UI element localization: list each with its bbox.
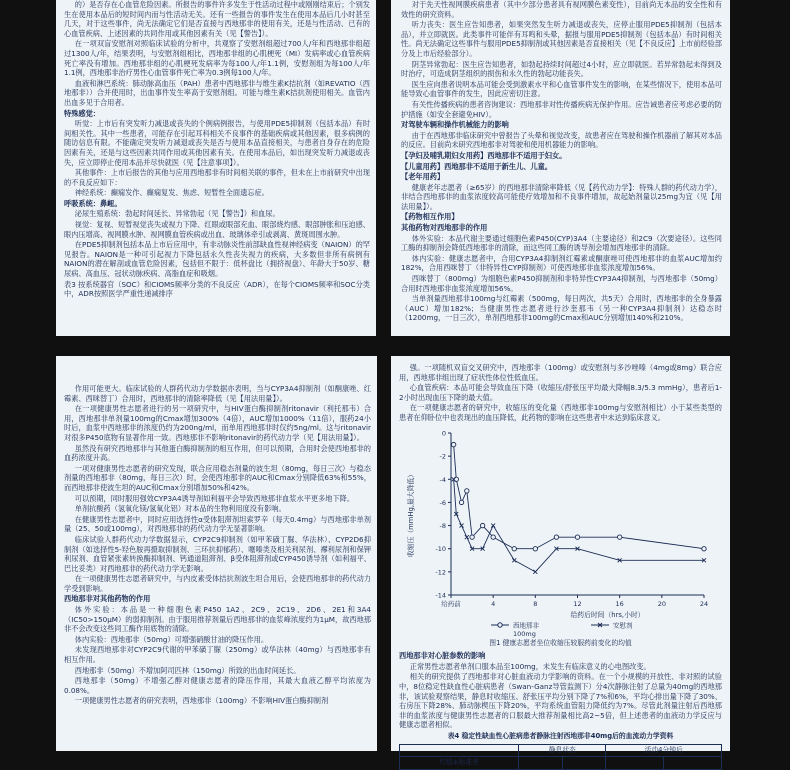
table-cell: [562, 757, 606, 770]
paragraph: 体外实验：本品代谢主要通过细胞色素P450(CYP)3A4（主要途径）和2C9（次要途径）。这些同工酶的抑制剂会降低西地那非的清除，而这些同工酶的诱导剂会增加西地那非的清除。: [401, 233, 722, 253]
page-top-right: [391, 0, 730, 336]
x-tick-label: 12: [573, 599, 582, 608]
data-point: [533, 569, 537, 573]
paragraph: 可以预期，同时服用强效CYP3A4诱导剂如利福平会导致西地那非血浆水平更多地下降。: [74, 493, 355, 503]
data-point: [465, 488, 469, 492]
x-axis-label: 给药后时间（hrs,小时）: [570, 610, 645, 619]
paragraph: 在一项健康男性志愿者进行的另一项研究中，与HIV蛋白酶抑制剂ritonavir（利托那韦）合用，西地那非单剂量100mg的Cmax增加300%（4倍），AUC增加1000%（11倍），服药24小时后，血浆中西地那非的浓度仍约为200ng/ml，而单用西地那非时仅约5ng/ml。这与ritonavir对很多P450底物有显著作用一致。西地那非不影响ritonavir的药代动力学（见【用法用量】）。: [64, 404, 371, 442]
legend-label: 安慰剂: [613, 621, 633, 630]
y-tick-label: -8: [439, 521, 446, 530]
legend-label: 西地那非: [513, 621, 539, 630]
page-top-left: [56, 0, 376, 336]
table-cell: [519, 757, 563, 770]
paragraph: 【儿童用药】西地那非不适用于新生儿、儿童。: [401, 161, 552, 171]
data-point: [480, 523, 484, 527]
table-header-exercise: 活动4分钟后: [606, 744, 722, 757]
paragraph: 西地那非对心脏参数的影响: [399, 651, 486, 661]
paragraph: 视觉：复视、短暂视觉丧失或视力下降、红眼或眼部充血、眼部烧灼感、眼部肿胀和压迫感、眼内压增高、视网膜水肿、视网膜血管疾病或出血、玻璃体牵引或剥离、黄斑周围水肿。: [64, 220, 370, 239]
x-tick-label: 16: [615, 599, 624, 608]
paragraph: 强。一项随机双盲交叉研究中，西地那非（100mg）或安慰剂与多沙唑嗪（4mg或8mg）联合应用，西地那非组出现了症状性体位性低血压。: [399, 363, 722, 382]
text-column: [399, 363, 722, 423]
x-tick-label: 24: [699, 599, 709, 608]
paragraph: 在一项健康男性志愿者研究中，与内皮素受体拮抗剂波生坦合用后，会使西地那非的药代动力学受到影响。: [64, 574, 371, 593]
paragraph: 医生应向患者说明本品可能会受到激素水平和心血管事件发生的影响，在某些情况下，使用本品可能导致心血管事件的发生，因此应密切注意。: [401, 79, 722, 99]
text-column: [401, 0, 722, 323]
data-point: [465, 535, 469, 539]
paragraph: 体内实验：健康志愿者中，合用CYP3A4抑制剂红霉素或酮康唑可使西地那非的血浆AUC增加约182%，合用西咪替丁（非特异性CYP抑制剂）可使西地那非血浆浓度增加56%。: [401, 253, 722, 273]
text-column: [399, 651, 722, 730]
table-header-resting: 静息状态: [519, 744, 606, 757]
page-bottom-left: [56, 356, 377, 751]
x-tick-label: 20: [657, 599, 666, 608]
paragraph: 在一项双盲安慰剂对照临床试验的分析中，共观察了安慰剂组超过700人/年和西地那非组超过1300人/年，结果表明，与安慰剂组相比，西地那非组的心肌梗死（MI）发病率或心血管疾病死亡率没有增加。西地那非组的心肌梗死发病率为每100人/年1.1例，安慰剂组为每100人/年1.1例，西地那非治疗男性心血管事件死亡率为0.3例每100人/年。: [64, 39, 370, 78]
paragraph: 对驾驶车辆和操作机械能力的影响: [401, 120, 509, 130]
series-line: [454, 444, 704, 548]
paragraph: 其他事件：上市后报告的其他与应用西地那非有时间相关联的事件，但未在上市前研究中出现的不良反应如下：: [64, 168, 370, 187]
paragraph: 西地那非对其他药物的作用: [64, 594, 151, 604]
paragraph: 未发现西地那非对CYP2C9代谢的甲苯磺丁脲（250mg）或华法林（40mg）与西地那非有相互作用。: [64, 645, 371, 665]
hemodynamic-table: [399, 744, 722, 770]
paragraph: 【老年用药】: [401, 172, 445, 182]
y-tick-label: -6: [439, 498, 446, 507]
y-tick-label: -10: [435, 544, 446, 553]
data-point: [491, 523, 495, 527]
paragraph: 当单剂量西地那非100mg与红霉素（500mg，每日两次，共5天）合用时，西地那非的全身暴露（AUC）增加182%；当健康男性志愿者进行沙奎那韦（另一种CYP3A4抑制剂）达稳态时（1200mg，一日三次），单剂西地那非100mg的Cmax和AUC分别增加140%和210%。: [401, 294, 722, 323]
text-column: [64, 384, 371, 706]
x-tick-label: 8: [533, 599, 538, 608]
data-point: [512, 546, 516, 550]
data-point: [470, 535, 474, 539]
series-line: [454, 479, 704, 572]
figure-caption: 图1 健康志愿者坐位收缩压较服药前变化的均值: [489, 638, 632, 647]
paragraph: 呼吸系统：鼻衄。: [64, 198, 122, 208]
paragraph: 【孕妇及哺乳期妇女用药】西地那非不适用于妇女。: [401, 150, 567, 160]
paragraph: 西地那非（50mg）不增强乙醇对健康志愿者的降压作用，其最大血液乙醇平均浓度为0.08%。: [64, 676, 371, 695]
data-point: [491, 535, 495, 539]
data-point: [459, 500, 463, 504]
paragraph: 【药物相互作用】: [401, 212, 459, 222]
paragraph: 心血管疾病：本品可能会导致血压下降（收缩压/舒张压平均最大降幅8.3/5.3 mmHg），患者后1-2小时出现血压下降的最大值。: [399, 383, 722, 402]
paragraph: 阴茎异常勃起：医生应告知患者，如勃起持续时间超过4小时，应立即就医。若异常勃起未得到及时治疗，可造成阴茎组织的损伤和永久性的勃起功能丧失。: [401, 59, 722, 79]
paragraph: 其他药物对西地那非的作用: [401, 223, 488, 233]
paragraph: 在健康男性志愿者中，同时应用选择性α受体阻滞剂坦索罗辛（每天0.4mg）与西地那非单剂量（25、50或100mg），对西地那非的药代动力学无显著影响。: [64, 514, 371, 534]
table-cell: [664, 757, 722, 770]
paragraph: 相关的研究提供了西地那非对心脏血液动力学影响的资料。在一个小规模的开放性、非对照的试验中，8位稳定性缺血性心脏病患者（Swan-Ganz导管监测下）分4次静脉注射了总量为40mg的西地那非，该试验观察结果，静息时收缩压、舒张压平均分别下降了7%和6%，平均心排出量下降了30%、右房压下降28%、肺动脉楔压下降20%，平均系统血管阻力降低约为7%。尽管此剂量注射后西地那非的血浆浓度与健康男性志愿者的口服最大推荐剂量相比高2~5倍，但上述患者的血液动力学反应与健康志愿者相似。: [399, 672, 722, 730]
y-tick-label: -14: [435, 591, 446, 600]
paragraph: 对于先天性视网膜疾病患者（其中少部分患者具有视网膜色素变性），目前尚无本品的安全性和有效性的研究资料。: [401, 0, 722, 19]
paragraph: 正常男性志愿者单剂口服本品至100mg，未发生有临床意义的心电图改变。: [409, 661, 651, 671]
legend-sublabel: 100mg: [513, 629, 536, 638]
chart-svg: [399, 425, 722, 637]
data-point: [451, 442, 455, 446]
data-point: [533, 546, 537, 550]
text-column: [64, 0, 370, 279]
paragraph: 西地那非（50mg）不增加阿司匹林（150mg）所致的出血时间延长。: [74, 665, 301, 675]
data-point: [617, 535, 621, 539]
data-point: [512, 558, 516, 562]
paragraph: 临床试验人群药代动力学数据显示，CYP2C9抑制剂（如甲苯磺丁脲、华法林）、CYP2D6抑制剂（如选择性5-羟色胺再摄取抑制剂、三环抗抑郁药）、噻嗪类及相关利尿剂、襻利尿剂和保钾利尿剂、血管紧张素转换酶抑制剂、钙通道阻滞剂、β受体阻滞剂或CYP450诱导剂（如利福平、巴比妥类）对西地那非的药代动力学无影响。: [64, 534, 371, 573]
paragraph: 一项对健康男性志愿者的研究发现，联合应用稳态剂量的波生坦（80mg，每日三次）与稳态剂量的西地那非（80mg，每日三次）时，会使西地那非的AUC和Cmax分别降低63%和55%，而西地那非使波生坦的AUC和Cmax分别增加50%和42%。: [64, 463, 371, 492]
data-point: [575, 535, 579, 539]
paragraph: 单剂抗酸药（氢氧化镁/氢氧化铝）对本品的生物利用度没有影响。: [74, 504, 286, 514]
data-point: [460, 523, 464, 527]
paragraph: 由于在西地那非临床研究中曾报告了头晕和视觉改变，故患者应在驾驶和操作机器前了解其对本品的反应。目前尚未研究西地那非对驾驶和使用机器能力的影响。: [401, 130, 722, 150]
paragraph: 血液和淋巴系统：肺动脉高血压（PAH）患者中西地那非与维生素K拮抗剂（如REVATIO（西地那非））合并使用时，出血事件发生率高于安慰剂组。可能与维生素K拮抗剂使用相关。血管内出血多见于合用者。: [64, 78, 370, 107]
x-tick-label: 4: [491, 599, 496, 608]
data-point: [554, 535, 558, 539]
x-tick-label: 给药前: [441, 599, 461, 608]
y-tick-label: -4: [439, 475, 446, 484]
page-bottom-right: [391, 356, 730, 767]
y-tick-label: 0: [441, 429, 446, 438]
paragraph: 特殊感觉：: [64, 108, 100, 118]
paragraph: 泌尿生殖系统：勃起时间延长、异常勃起（见【警告】）和血尿。: [74, 209, 280, 219]
y-tick-label: -2: [439, 452, 446, 461]
table-cell: [606, 757, 664, 770]
table-row-header: 均值±标准差: [400, 757, 519, 770]
paragraph: 虽然没有研究西地那非与其他蛋白酶抑制剂的相互作用，但可以预期，合用时会使西地那非的血药浓度升高。: [64, 443, 371, 463]
paragraph: 在PDE5抑制剂包括本品上市后应用中，有非动脉炎性前部缺血性视神经病变（NAION）的罕见报告。NAION是一种可引起视力下降包括永久性丧失视力的疾病，大多数但非所有病例有NAION的潜在解剖或血管危险因素，包括但不限于：低杯盘比（拥挤视盘）、年龄大于50岁、糖尿病、高血压、冠状动脉疾病、高脂血症和吸烟。: [64, 240, 370, 279]
paragraph: 听觉：上市后有突发听力减退或丧失的个例病例报告，与使用PDE5抑制剂（包括本品）有时间相关性。其中一些患者，可能存在引起耳科相关不良事件的基础疾病或其他因素，很多病例的随访信息有限。不能确定突发听力减退或丧失是否与使用本品直接相关，与患者自身存在的危险因素有关，还是与这些因素共同作用或其他因素有关。在使用本品后，如出现突发听力减退或丧失，应立即停止使用本品并尽快就医（见【注意事项】）。: [64, 119, 370, 167]
paragraph: 健康老年志愿者（≥65岁）的西地那非清除率降低（见【药代动力学】：特殊人群的药代动力学），非结合西地那非的血浆浓度较高可能使疗效增加和不良事件增加，故起始剂量以25mg为宜（见【用法用量】）。: [401, 182, 722, 211]
paragraph: 体外实验：本品是一种细胞色素P450 1A2、2C9、2C19、2D6、2E1和3A4（IC50>150μM）的弱抑制剂。由于服用推荐剂量后西地那非的血浆峰浓度约为1μM，故西地那非不会改变这些同工酶作用底物的清除。: [64, 605, 371, 634]
paragraph: 神经系统：癫痫发作、癫痫复发、焦虑、短暂性全面遗忘症。: [74, 188, 269, 198]
paragraph: 在一项健康志愿者的研究中，收缩压的变化量（西地那非100mg与安慰剂相比）小于某些类型的患者在仰卧位中也表现出的血压降低，此药物的影响在这些患者中未达到临床意义。: [399, 403, 722, 422]
paragraph: 一项健康男性志愿者的研究表明，西地那非（100mg）不影响HIV蛋白酶抑制剂: [74, 696, 329, 706]
data-point: [702, 546, 706, 550]
paragraph: 有关性传播疾病的患者咨询建议：西地那非对性传播疾病无保护作用。应告诫患者应考虑必要的防护措施（如安全套避免HIV）。: [401, 99, 722, 119]
legend-marker: [498, 622, 502, 626]
paragraph: 的）是否存在心血管危险因素。所报告的事件许多发生于性活动过程中或刚刚结束后；个别发生在使用本品后的短时间内而与性活动无关。还有一些报告的事件发生在使用本品后几小时甚至几天，对于这些事件，尚无法确定它们是否直接与西地那非的使用有关，还是与性活动、已有的心血管疾病、上述因素的共同作用或其他因素有关（见【警告】）。: [64, 0, 370, 38]
paragraph: 西咪替丁（800mg）为细胞色素P450抑制剂和非特异性CYP3A4抑制剂，与西地那非（50mg）合用时西地那非血浆浓度增加56%。: [401, 274, 722, 293]
y-tick-label: -12: [435, 567, 446, 576]
paragraph: 体内实验：西地那非（50mg）可增强硝酸甘油的降压作用。: [74, 634, 269, 644]
table-caption: 表3 按系统器官（SOC）和CIOMS频率分类的不良反应（ADR），在每个CIOMS频率和SOC分类中，ADR按照医学严重性递减排序: [64, 279, 370, 299]
paragraph: 听力丧失：医生应告知患者，如果突然发生听力减退或丧失，应停止服用PDE5抑制剂（包括本品），并立即就医。此类事件可能伴有耳鸣和头晕，据报与服用PDE5抑制剂（包括本品）有时间相关性。尚无法确定这些事件与服用PDE5抑制剂或其他因素是否直接相关（见【不良反应】上市前经验部分及上市后经验部分）。: [401, 20, 722, 58]
y-axis-label: 收缩压（mmHg,最大降低）: [407, 470, 415, 557]
table-corner-cell: [400, 744, 519, 757]
blood-pressure-chart: [399, 425, 722, 637]
table-caption: 表4 稳定性缺血性心脏病患者静脉注射西地那非40mg后的血流动力学资料: [447, 731, 674, 740]
paragraph: 作用可能更大。临床试验的人群药代动力学数据亦表明，当与CYP3A4抑制剂（如酮康唑、红霉素、西咪替丁）合用时，西地那非的清除率降低（见【用法用量】）。: [64, 384, 371, 403]
